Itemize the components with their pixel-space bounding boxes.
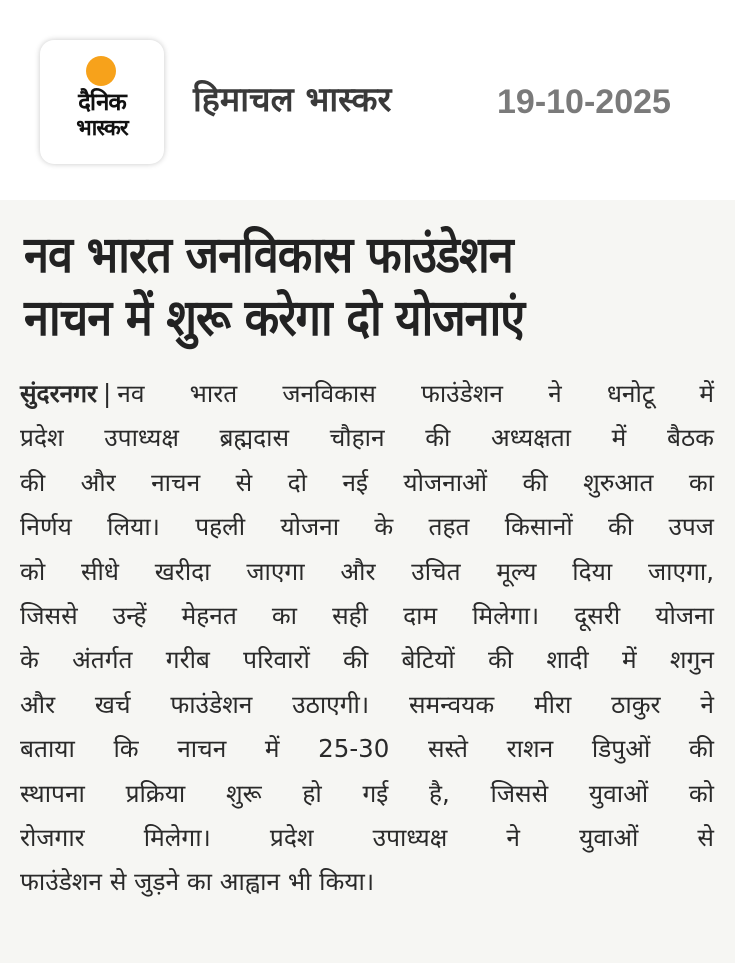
body-line: प्रदेश उपाध्यक्ष ब्रह्मदास चौहान की अध्यक्षता में बैठक: [20, 423, 714, 453]
dainik-bhaskar-logo: [40, 40, 164, 164]
dateline-separator: |: [103, 379, 112, 408]
headline-line: नाचन में शुरू करेगा दो योजनाएं: [24, 287, 525, 348]
body-line: की और नाचन से दो नई योजनाओं की शुरुआत का: [20, 467, 714, 497]
news-clipping: [0, 200, 735, 963]
body-line: स्थापना प्रक्रिया शुरू हो गई है, जिससे युवाओं को: [20, 778, 714, 808]
body-text: नव भारत जनविकास फाउंडेशन ने धनोटू में: [117, 379, 714, 408]
body-line: रोजगार मिलेगा। प्रदेश उपाध्यक्ष ने युवाओं से: [20, 823, 714, 853]
body-line-first: [20, 372, 714, 416]
body-line: को सीधे खरीदा जाएगा और उचित मूल्य दिया जाएगा,: [20, 556, 714, 586]
body-line: और खर्च फाउंडेशन उठाएगी। समन्वयक मीरा ठाकुर ने: [20, 689, 714, 719]
body-line: निर्णय लिया। पहली योजना के तहत किसानों की उपज: [20, 512, 714, 542]
logo-text-line1: दैनिक: [78, 88, 126, 116]
logo-text-line2: भास्कर: [76, 116, 128, 141]
body-line: जिससे उन्हें मेहनत का सही दाम मिलेगा। दूसरी योजना: [20, 601, 714, 631]
edition-title: हिमाचल भास्कर: [193, 80, 392, 120]
sun-icon: [86, 56, 116, 86]
page-header: [0, 0, 735, 200]
edition-date: 19-10-2025: [497, 83, 671, 121]
article-body: [20, 372, 714, 905]
body-line: बताया कि नाचन में 25-30 सस्ते राशन डिपुओं की: [20, 734, 714, 764]
body-line: के अंतर्गत गरीब परिवारों की बेटियों की शादी में शगुन: [20, 645, 714, 675]
dateline: सुंदरनगर: [20, 379, 98, 408]
article-headline: [24, 224, 724, 349]
body-line: फाउंडेशन से जुड़ने का आह्वान भी किया।: [20, 867, 375, 897]
headline-line: नव भारत जनविकास फाउंडेशन: [24, 225, 513, 285]
